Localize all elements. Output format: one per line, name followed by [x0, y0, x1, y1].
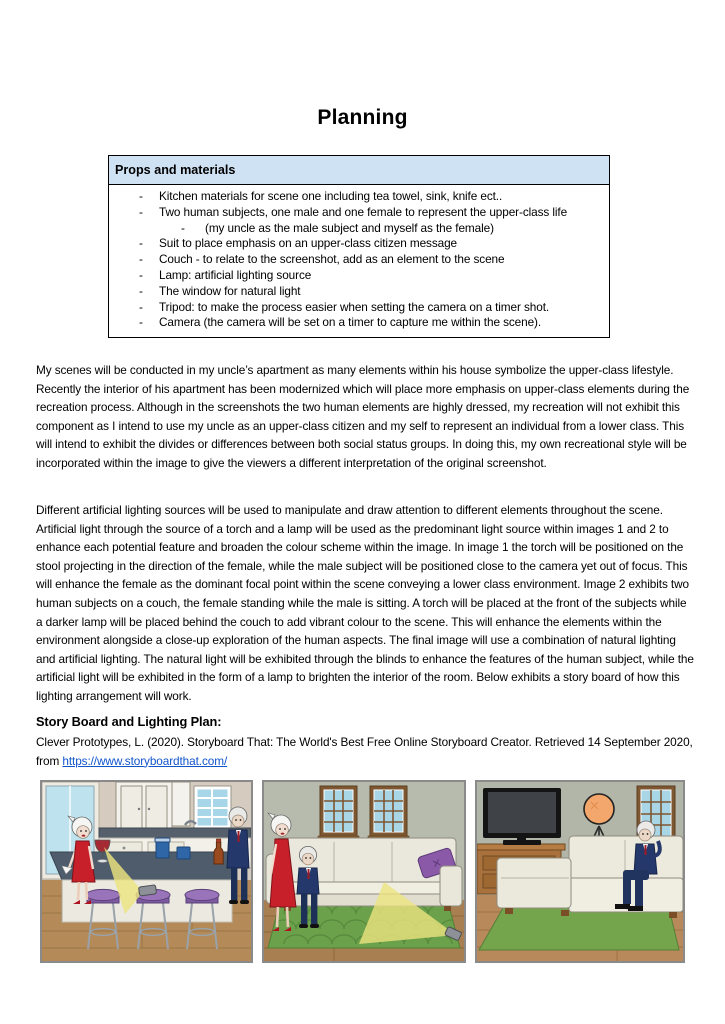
bullet-dash: - — [139, 315, 143, 330]
bullet-dash: - — [139, 283, 143, 298]
livingroom-tv-illustration — [477, 782, 683, 961]
props-item-text: Tripod: to make the process easier when setting the camera on a timer shot. — [159, 299, 550, 314]
props-list-item — [117, 252, 601, 268]
page-title: Planning — [317, 106, 408, 129]
torch — [139, 885, 157, 896]
props-table — [108, 155, 610, 338]
props-item-text: (my uncle as the male subject and myself as the female) — [205, 220, 494, 235]
bullet-dash: - — [139, 189, 143, 203]
props-table-header: Props and materials — [109, 156, 609, 185]
bullet-dash: - — [139, 236, 143, 251]
props-list-item — [117, 315, 601, 331]
television — [483, 788, 561, 845]
props-list-item — [117, 236, 601, 252]
props-item-text: Two human subjects, one male and one female to represent the upper-class life — [159, 204, 568, 219]
kitchen-scene-illustration — [42, 782, 251, 961]
bullet-dash: - — [139, 267, 143, 282]
bullet-dash: - — [181, 220, 185, 235]
props-item-text: Suit to place emphasis on an upper-class citizen message — [159, 236, 458, 251]
props-list-item — [117, 284, 601, 300]
props-item-text: Kitchen materials for scene one including tea towel, sink, knife ect.. — [159, 189, 503, 203]
green-rug — [479, 908, 679, 950]
props-item-text: Couch - to relate to the screenshot, add as an element to the scene — [159, 252, 505, 267]
bullet-dash: - — [139, 204, 143, 219]
bullet-dash: - — [139, 299, 143, 314]
paragraph-lighting: Different artificial lighting sources will be used to manipulate and draw attention to different elements throughout the scene. Artificial light through the source of a torch and a lamp will be used as the predominant light source within images 1 and 2 to enhance each potential feature and broaden the colour scheme within the image. In image 1 the torch will be positioned on the stool projecting in the direction of the female, while the male subject will be positioned close to the camera yet out of focus. This will enhance the female as the dominant focal point within the scene conveying a lower class environment. Image 2 exhibits two human subjects on a couch, the female standing while the male is sitting. A torch will be placed at the front of the subjects while a darker lamp will be placed behind the couch to add vibrant colour to the scene. This will enhance the elements within the environment alongside a close-up exploration of the human aspects. The final image will use a combination of natural lighting and artificial lighting. The natural light will be exhibited through the blinds to enhance the features of the human subject, while the artificial light will be exhibited in the form of a lamp to brighten the interior of the room. Below exhibits a story board of how this lighting arrangement will work. — [36, 503, 694, 703]
storyboard-heading: Story Board and Lighting Plan: — [36, 714, 222, 729]
props-list-item — [117, 268, 601, 284]
paragraph-scenes: My scenes will be conducted in my uncle’s apartment as many elements within his house symbolize the upper-class lifestyle. Recently the interior of his apartment has been modernized which will place more emphasis on upper-class elements during the recreation process. Although in the screenshots the two human elements are highly dressed, my recreation will not exhibit this component as I intend to use my uncle as an upper-class citizen and my self to represent an individual from a lower class. This will intend to exhibit the divides or differences between both social status groups. In doing this, my own recreational style will be incorporated within the image to give the viewers a different interpretation of the original screenshot. — [36, 363, 690, 470]
props-list-item — [117, 300, 601, 316]
kitchen-window — [194, 786, 231, 829]
bullet-dash: - — [139, 252, 143, 267]
window-right — [368, 786, 409, 840]
props-list-item — [117, 189, 601, 205]
storyboard-link[interactable]: https://www.storyboardthat.com/ — [62, 753, 228, 768]
citation-text: Clever Prototypes, L. (2020). Storyboard That: The World's Best Free Online Storyboard Creator. Retrieved 14 September 2020, from — [36, 735, 693, 768]
window-left — [318, 786, 359, 840]
props-table-body — [109, 185, 609, 337]
citation — [36, 733, 696, 770]
livingroom-torch-illustration — [264, 782, 464, 961]
upper-cabinets — [116, 782, 190, 832]
storyboard-panel-1 — [40, 780, 253, 963]
props-item-text: Lamp: artificial lighting source — [159, 267, 312, 282]
storyboard-panel-2 — [262, 780, 466, 963]
props-list-item — [117, 205, 601, 221]
props-item-text: Camera (the camera will be set on a timer to capture me within the scene). — [159, 315, 542, 330]
storyboard-panel-3 — [475, 780, 685, 963]
props-item-text: The window for natural light — [159, 283, 301, 298]
props-list-item — [117, 221, 601, 237]
